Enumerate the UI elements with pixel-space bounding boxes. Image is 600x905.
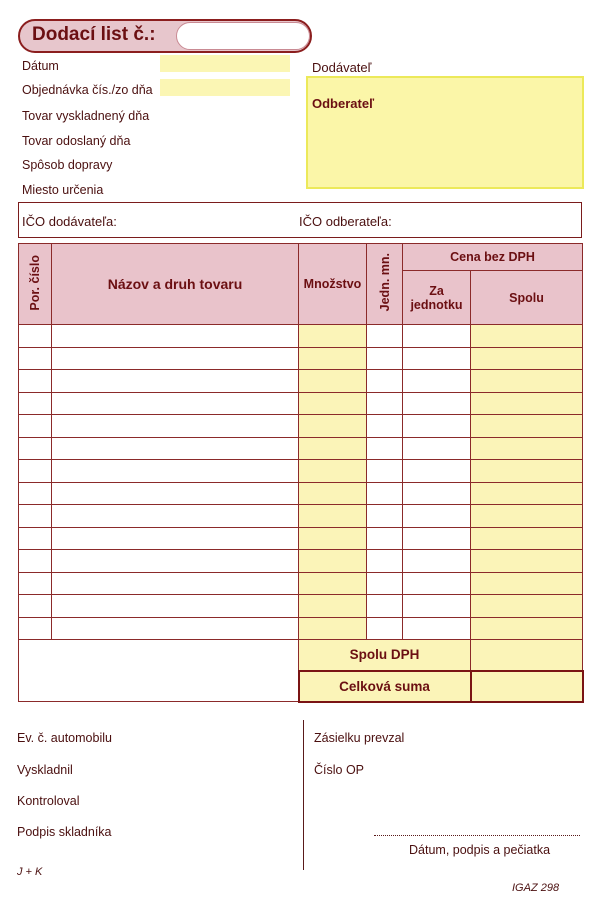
row-name-cell[interactable] <box>52 325 299 348</box>
row-name-cell[interactable] <box>52 550 299 573</box>
row-unit-cell[interactable] <box>367 527 403 550</box>
row-qty-cell[interactable] <box>299 595 367 618</box>
table-row <box>19 595 583 618</box>
signature-line[interactable] <box>374 835 580 836</box>
col-header-total: Spolu <box>471 271 583 325</box>
row-name-cell[interactable] <box>52 572 299 595</box>
table-row <box>19 482 583 505</box>
row-unit-cell[interactable] <box>367 415 403 438</box>
bottom-divider <box>303 720 304 870</box>
row-no-cell[interactable] <box>19 505 52 528</box>
row-name-cell[interactable] <box>52 595 299 618</box>
row-unit-price-cell[interactable] <box>403 415 471 438</box>
row-name-cell[interactable] <box>52 505 299 528</box>
row-unit-price-cell[interactable] <box>403 505 471 528</box>
col-header-name: Názov a druh tovaru <box>52 244 299 325</box>
row-unit-cell[interactable] <box>367 347 403 370</box>
row-unit-price-cell[interactable] <box>403 572 471 595</box>
label-kontroloval: Kontroloval <box>17 794 80 808</box>
row-unit-cell[interactable] <box>367 550 403 573</box>
row-total-cell[interactable] <box>471 347 583 370</box>
field-label-objednavka: Objednávka čís./zo dňa <box>22 83 153 97</box>
table-row <box>19 617 583 640</box>
row-total-cell[interactable] <box>471 595 583 618</box>
row-no-cell[interactable] <box>19 460 52 483</box>
row-unit-cell[interactable] <box>367 392 403 415</box>
row-no-cell[interactable] <box>19 392 52 415</box>
row-name-cell[interactable] <box>52 482 299 505</box>
signature-caption: Dátum, podpis a pečiatka <box>409 843 551 857</box>
footer-code-right: IGAZ 298 <box>512 882 560 894</box>
spolu-dph-label: Spolu DPH <box>299 640 471 671</box>
row-qty-cell[interactable] <box>299 415 367 438</box>
row-unit-cell[interactable] <box>367 482 403 505</box>
table-row <box>19 347 583 370</box>
row-unit-price-cell[interactable] <box>403 595 471 618</box>
summary-empty-cell <box>19 640 299 702</box>
row-unit-cell[interactable] <box>367 505 403 528</box>
col-header-unit-price: Za jednotku <box>403 271 471 325</box>
row-qty-cell[interactable] <box>299 505 367 528</box>
document-number-field[interactable] <box>176 22 310 50</box>
row-no-cell[interactable] <box>19 415 52 438</box>
row-unit-price-cell[interactable] <box>403 370 471 393</box>
row-qty-cell[interactable] <box>299 437 367 460</box>
table-row <box>19 527 583 550</box>
row-unit-price-cell[interactable] <box>403 437 471 460</box>
field-label-doprava: Spôsob dopravy <box>22 158 113 172</box>
row-qty-cell[interactable] <box>299 325 367 348</box>
items-table-body <box>19 325 583 640</box>
row-qty-cell[interactable] <box>299 482 367 505</box>
row-unit-price-cell[interactable] <box>403 482 471 505</box>
row-total-cell[interactable] <box>471 415 583 438</box>
footer-code-left: J + K <box>17 866 43 878</box>
table-row <box>19 370 583 393</box>
row-total-cell[interactable] <box>471 550 583 573</box>
customer-label: Odberateľ <box>312 96 375 111</box>
row-name-cell[interactable] <box>52 437 299 460</box>
spolu-dph-value[interactable] <box>471 640 583 671</box>
row-name-cell[interactable] <box>52 527 299 550</box>
row-name-cell[interactable] <box>52 617 299 640</box>
row-total-cell[interactable] <box>471 617 583 640</box>
row-qty-cell[interactable] <box>299 347 367 370</box>
table-row <box>19 392 583 415</box>
row-no-cell[interactable] <box>19 325 52 348</box>
label-cislo-op: Číslo OP <box>314 763 365 777</box>
row-total-cell[interactable] <box>471 460 583 483</box>
row-unit-cell[interactable] <box>367 437 403 460</box>
row-total-cell[interactable] <box>471 370 583 393</box>
row-no-cell[interactable] <box>19 370 52 393</box>
datum-field[interactable] <box>160 55 290 72</box>
celkova-suma-label: Celková suma <box>299 671 471 702</box>
row-unit-cell[interactable] <box>367 325 403 348</box>
row-unit-cell[interactable] <box>367 370 403 393</box>
row-no-cell[interactable] <box>19 595 52 618</box>
row-total-cell[interactable] <box>471 482 583 505</box>
row-qty-cell[interactable] <box>299 572 367 595</box>
celkova-suma-value[interactable] <box>471 671 583 702</box>
table-row <box>19 437 583 460</box>
row-total-cell[interactable] <box>471 505 583 528</box>
col-header-qty: Množstvo <box>299 244 367 325</box>
row-no-cell[interactable] <box>19 482 52 505</box>
col-header-price-group: Cena bez DPH <box>403 244 583 271</box>
row-unit-price-cell[interactable] <box>403 460 471 483</box>
row-no-cell[interactable] <box>19 617 52 640</box>
items-table <box>18 243 584 703</box>
row-unit-cell[interactable] <box>367 617 403 640</box>
ico-supplier-label: IČO dodávateľa: <box>22 214 117 229</box>
table-row <box>19 572 583 595</box>
label-podpis-skladnika: Podpis skladníka <box>17 825 112 839</box>
field-label-vyskladneny: Tovar vyskladnený dňa <box>22 109 150 123</box>
row-name-cell[interactable] <box>52 415 299 438</box>
field-label-miesto: Miesto určenia <box>22 183 104 197</box>
row-qty-cell[interactable] <box>299 550 367 573</box>
field-label-datum: Dátum <box>22 59 59 73</box>
field-label-odoslany: Tovar odoslaný dňa <box>22 134 131 148</box>
row-unit-price-cell[interactable] <box>403 392 471 415</box>
row-qty-cell[interactable] <box>299 527 367 550</box>
label-zasielku-prevzal: Zásielku prevzal <box>314 731 405 745</box>
label-ev-cislo: Ev. č. automobilu <box>17 731 112 745</box>
row-unit-price-cell[interactable] <box>403 347 471 370</box>
row-total-cell[interactable] <box>471 527 583 550</box>
row-qty-cell[interactable] <box>299 392 367 415</box>
table-row <box>19 415 583 438</box>
row-unit-cell[interactable] <box>367 595 403 618</box>
row-total-cell[interactable] <box>471 437 583 460</box>
col-header-unit: Jedn. mn. <box>367 244 403 325</box>
table-row <box>19 460 583 483</box>
table-row <box>19 505 583 528</box>
row-no-cell[interactable] <box>19 437 52 460</box>
row-name-cell[interactable] <box>52 460 299 483</box>
row-total-cell[interactable] <box>471 572 583 595</box>
row-no-cell[interactable] <box>19 572 52 595</box>
row-total-cell[interactable] <box>471 392 583 415</box>
objednavka-field[interactable] <box>160 79 290 96</box>
row-no-cell[interactable] <box>19 527 52 550</box>
row-qty-cell[interactable] <box>299 370 367 393</box>
table-row <box>19 550 583 573</box>
col-header-no: Por. číslo <box>19 244 52 325</box>
row-unit-price-cell[interactable] <box>403 325 471 348</box>
row-unit-price-cell[interactable] <box>403 550 471 573</box>
customer-box[interactable] <box>306 76 584 189</box>
row-unit-price-cell[interactable] <box>403 527 471 550</box>
row-qty-cell[interactable] <box>299 460 367 483</box>
row-name-cell[interactable] <box>52 392 299 415</box>
row-name-cell[interactable] <box>52 370 299 393</box>
row-unit-cell[interactable] <box>367 572 403 595</box>
label-vyskladnil: Vyskladnil <box>17 763 73 777</box>
ico-customer-label: IČO odberateľa: <box>299 214 392 229</box>
row-unit-price-cell[interactable] <box>403 617 471 640</box>
row-no-cell[interactable] <box>19 550 52 573</box>
row-name-cell[interactable] <box>52 347 299 370</box>
document-title: Dodací list č.: <box>32 24 156 45</box>
table-row <box>19 325 583 348</box>
supplier-label: Dodávateľ <box>312 60 372 75</box>
row-unit-cell[interactable] <box>367 460 403 483</box>
row-qty-cell[interactable] <box>299 617 367 640</box>
row-total-cell[interactable] <box>471 325 583 348</box>
row-no-cell[interactable] <box>19 347 52 370</box>
